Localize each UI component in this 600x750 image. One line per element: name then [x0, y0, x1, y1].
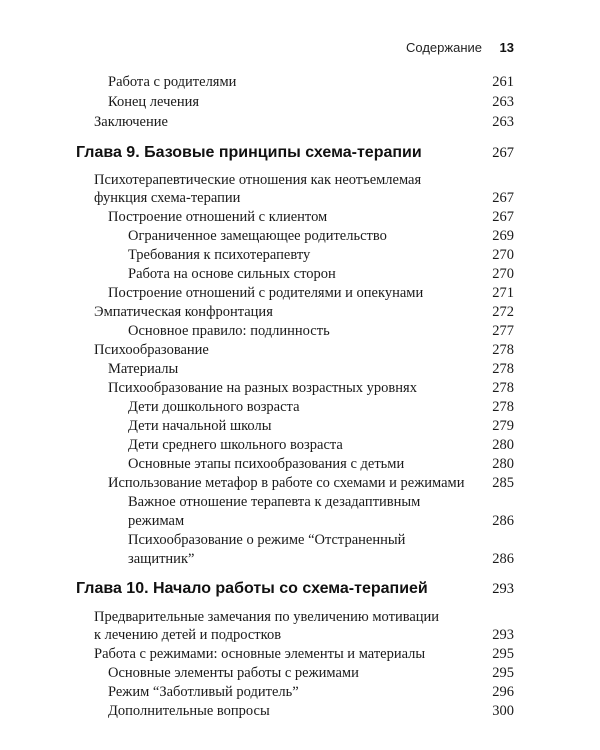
toc-chapter-heading — [76, 142, 514, 162]
toc-entry-page: 295 — [492, 665, 514, 681]
toc-entry — [76, 454, 514, 474]
toc-entry-page: 293 — [492, 581, 514, 597]
toc-entry — [76, 625, 514, 645]
toc-entry-page: 263 — [492, 114, 514, 130]
toc-entry — [76, 340, 514, 360]
toc-entry-title: Важное отношение терапевта к дезадаптивным — [128, 494, 421, 510]
toc-entry-title: Работа на основе сильных сторон — [128, 266, 336, 282]
toc-entry-title: Конец лечения — [108, 94, 200, 110]
toc-entry — [76, 492, 514, 512]
toc-chapter-title: Глава 10. Начало работы со схема-терапией — [76, 580, 428, 597]
toc-entry-page: 280 — [492, 456, 514, 472]
toc-entry — [76, 302, 514, 322]
toc-entry-page: 267 — [492, 209, 514, 225]
toc-entry-title: Дети среднего школьного возраста — [128, 437, 343, 453]
toc-entry-page: 267 — [492, 145, 514, 161]
toc-entry-page: 285 — [492, 475, 514, 491]
toc-entry-title: Психотерапевтические отношения как неотъемлемая — [94, 172, 422, 188]
toc-entry — [76, 530, 514, 550]
toc-entry-page: 279 — [492, 418, 514, 434]
toc-entry-page: 295 — [492, 646, 514, 662]
toc-entry — [76, 663, 514, 683]
toc-entry — [76, 92, 514, 112]
toc-entry-page: 296 — [492, 684, 514, 700]
toc-entry — [76, 644, 514, 664]
toc-entry-title: Требования к психотерапевту — [128, 247, 311, 263]
toc-entry — [76, 207, 514, 227]
toc-entry-page: 278 — [492, 342, 514, 358]
toc-entry-title: Психообразование — [94, 342, 209, 358]
toc-entry — [76, 112, 514, 132]
toc-entry-page: 261 — [492, 74, 514, 90]
toc-entry-title: Дети дошкольного возраста — [128, 399, 300, 415]
toc-entry-page: 272 — [492, 304, 514, 320]
toc-entry-page: 278 — [492, 380, 514, 396]
toc-entry — [76, 416, 514, 436]
toc-entry-title: Работа с родителями — [108, 74, 237, 90]
toc-entry-title: Предварительные замечания по увеличению мотивации — [94, 609, 440, 625]
toc-entry-title: Основные этапы психообразования с детьми — [128, 456, 405, 472]
toc-entry-title: Использование метафор в работе со схемами и режимами — [108, 475, 465, 491]
toc-entry-title: защитник” — [128, 551, 195, 567]
toc-entry-page: 277 — [492, 323, 514, 339]
toc-entry — [76, 511, 514, 531]
toc-entry-title: режимам — [128, 513, 185, 529]
toc-entry — [76, 378, 514, 398]
toc-entry-title: Дополнительные вопросы — [108, 703, 270, 719]
toc-entry-page: 270 — [492, 247, 514, 263]
toc-entry — [76, 188, 514, 208]
toc-entry-title: Режим “Заботливый родитель” — [108, 684, 299, 700]
toc-entry — [76, 170, 514, 190]
toc-entry — [76, 473, 514, 493]
toc-entry-title: Построение отношений с клиентом — [108, 209, 328, 225]
toc-entry — [76, 682, 514, 702]
toc-entry — [76, 701, 514, 721]
toc-entry — [76, 72, 514, 92]
toc-entry-page: 286 — [492, 551, 514, 567]
toc-entry-title: Заключение — [94, 114, 168, 130]
toc-chapter-heading — [76, 578, 514, 598]
toc-entry-title: Работа с режимами: основные элементы и материалы — [94, 646, 426, 662]
toc-entry-title: Основное правило: подлинность — [128, 323, 330, 339]
toc-entry — [76, 226, 514, 246]
toc-entry-title: Эмпатическая конфронтация — [94, 304, 273, 320]
toc-entry-title: Психообразование на разных возрастных уровнях — [108, 380, 417, 396]
toc-entry-page: 280 — [492, 437, 514, 453]
toc-entry-title: Ограниченное замещающее родительство — [128, 228, 387, 244]
toc-entry-page: 267 — [492, 190, 514, 206]
toc-entry-title: Дети начальной школы — [128, 418, 272, 434]
toc-entry — [76, 549, 514, 569]
toc-entry-title: Материалы — [108, 361, 179, 377]
toc-entry-page: 278 — [492, 399, 514, 415]
toc-entry-title: функция схема-терапии — [94, 190, 241, 206]
toc-entry-page: 263 — [492, 94, 514, 110]
toc-entry — [76, 264, 514, 284]
toc-entry-title: Построение отношений с родителями и опекунами — [108, 285, 424, 301]
toc-entry — [76, 283, 514, 303]
toc-entry-page: 286 — [492, 513, 514, 529]
toc-entry-page: 293 — [492, 627, 514, 643]
toc-entry — [76, 359, 514, 379]
toc-entry — [76, 397, 514, 417]
toc-entry-title: к лечению детей и подростков — [94, 627, 282, 643]
toc-entry-page: 271 — [492, 285, 514, 301]
page-number: 13 — [499, 40, 514, 55]
toc-entry — [76, 607, 514, 627]
toc-entry-page: 278 — [492, 361, 514, 377]
toc-chapter-title: Глава 9. Базовые принципы схема-терапии — [76, 144, 422, 161]
toc-entry-page: 300 — [492, 703, 514, 719]
toc-entry-page: 269 — [492, 228, 514, 244]
running-title: Содержание — [406, 40, 482, 55]
toc-entry — [76, 245, 514, 265]
toc-entry-title: Основные элементы работы с режимами — [108, 665, 359, 681]
toc-entry-title: Психообразование о режиме “Отстраненный — [128, 532, 406, 548]
running-header — [0, 40, 600, 60]
toc-entry — [76, 435, 514, 455]
toc-entry — [76, 321, 514, 341]
toc-entry-page: 270 — [492, 266, 514, 282]
